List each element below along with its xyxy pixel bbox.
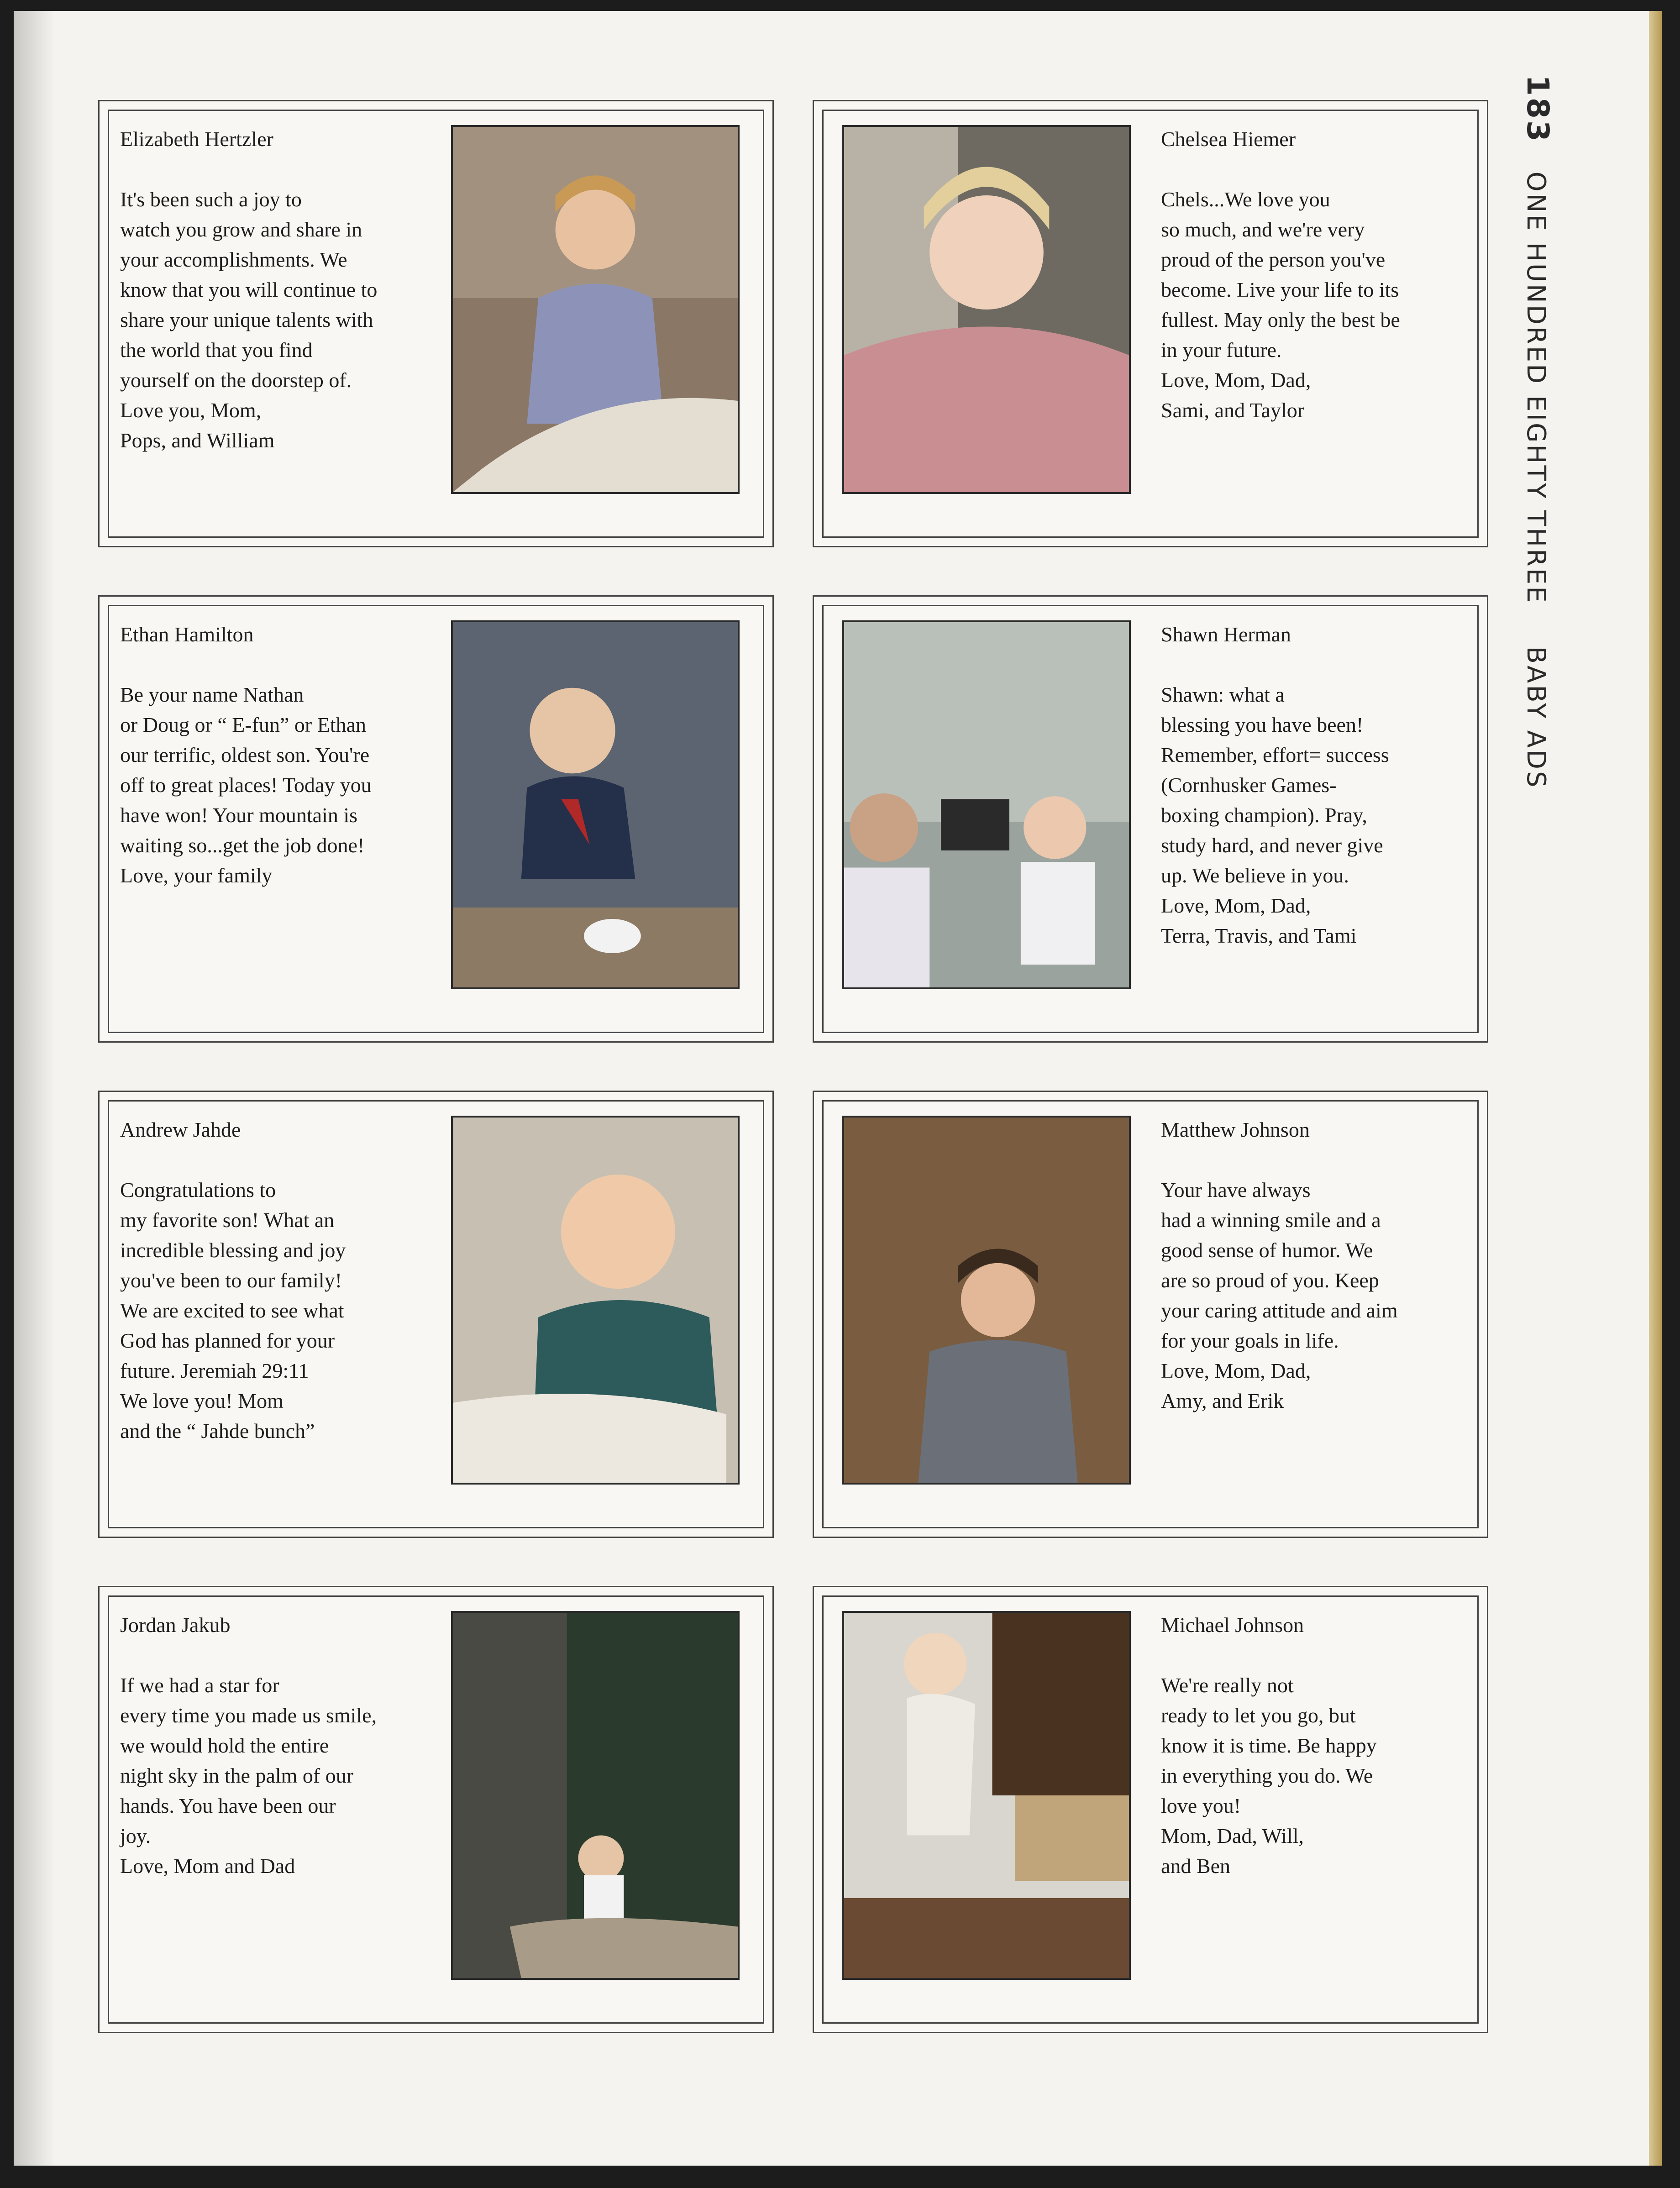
baby-ad-michael-johnson [813, 1586, 1488, 2033]
baby-ad-ethan-hamilton [98, 595, 774, 1043]
baby-ad-matthew-johnson [813, 1091, 1488, 1538]
baby-photo [451, 620, 740, 989]
ad-message: It's been such a joy to watch you grow and share in your accomplishments. We know that you will continue to share your unique talents with the world that you find yourself on the doorstep of. Love you, Mom, Pops, and William [120, 188, 378, 452]
ad-name: Jordan Jakub [120, 1613, 231, 1637]
page-edge [1649, 11, 1662, 2166]
ad-message: If we had a star for every time you made us smile, we would hold the entire night sky in the palm of our hands. You have been our joy. Love, Mom and Dad [120, 1674, 377, 1878]
baby-ad-andrew-jahde [98, 1091, 774, 1538]
ad-name: Chelsea Hiemer [1161, 127, 1296, 151]
baby-ad-elizabeth-hertzler [98, 100, 774, 547]
baby-ad-chelsea-hiemer [813, 100, 1488, 547]
ad-text [120, 619, 435, 891]
ad-text [1161, 1115, 1476, 1416]
baby-photo [842, 1611, 1131, 1980]
page-number: 183 [1520, 75, 1555, 143]
ad-message: Chels...We love you so much, and we're very proud of the person you've become. Live your life to its fullest. May only the best be in your future. Love, Mom, Dad, Sami, and Taylor [1161, 188, 1400, 422]
page-number-words: ONE HUNDRED EIGHTY THREE [1521, 171, 1551, 604]
ad-name: Ethan Hamilton [120, 623, 254, 646]
section-title: BABY ADS [1521, 646, 1551, 789]
ad-text [1161, 619, 1476, 951]
ad-name: Shawn Herman [1161, 623, 1291, 646]
baby-ad-shawn-herman [813, 595, 1488, 1043]
baby-ad-jordan-jakub [98, 1586, 774, 2033]
ad-name: Elizabeth Hertzler [120, 127, 273, 151]
ad-name: Matthew Johnson [1161, 1118, 1310, 1141]
ad-name: Michael Johnson [1161, 1613, 1304, 1637]
ad-message: Be your name Nathan or Doug or “ E-fun” or Ethan our terrific, oldest son. You're off to great places! Today you have won! Your mountain is waiting so...get the job done! Love, your family [120, 683, 372, 887]
baby-photo [451, 125, 740, 494]
ad-message: We're really not ready to let you go, but know it is time. Be happy in everything you do. We love you! Mom, Dad, Will, and Ben [1161, 1674, 1377, 1878]
ad-text [1161, 1610, 1476, 1881]
ad-message: Your have always had a winning smile and a good sense of humor. We are so proud of you. Keep your caring attitude and aim for your goals in life. Love, Mom, Dad, Amy, and Erik [1161, 1178, 1398, 1412]
ad-text [120, 1115, 435, 1446]
ad-text [120, 124, 435, 456]
page-header [1520, 75, 1555, 789]
ad-message: Congratulations to my favorite son! What an incredible blessing and joy you've been to our family! We are excited to see what God has planned for your future. Jeremiah 29:11 We love you! Mom and the “ Jahde bunch” [120, 1178, 346, 1443]
ad-message: Shawn: what a blessing you have been! Remember, effort= success (Cornhusker Games- boxing champion). Pray, study hard, and never give up. We believe in you. Love, Mom, Dad, Terra, Travis, and Tami [1161, 683, 1389, 947]
binding-shadow [14, 11, 55, 2166]
baby-photo [451, 1116, 740, 1485]
yearbook-page [14, 11, 1662, 2166]
baby-photo [842, 1116, 1131, 1485]
baby-photo [842, 125, 1131, 494]
baby-photo [451, 1611, 740, 1980]
ad-text [1161, 124, 1476, 425]
baby-photo [842, 620, 1131, 989]
ad-name: Andrew Jahde [120, 1118, 241, 1141]
ad-text [120, 1610, 435, 1881]
